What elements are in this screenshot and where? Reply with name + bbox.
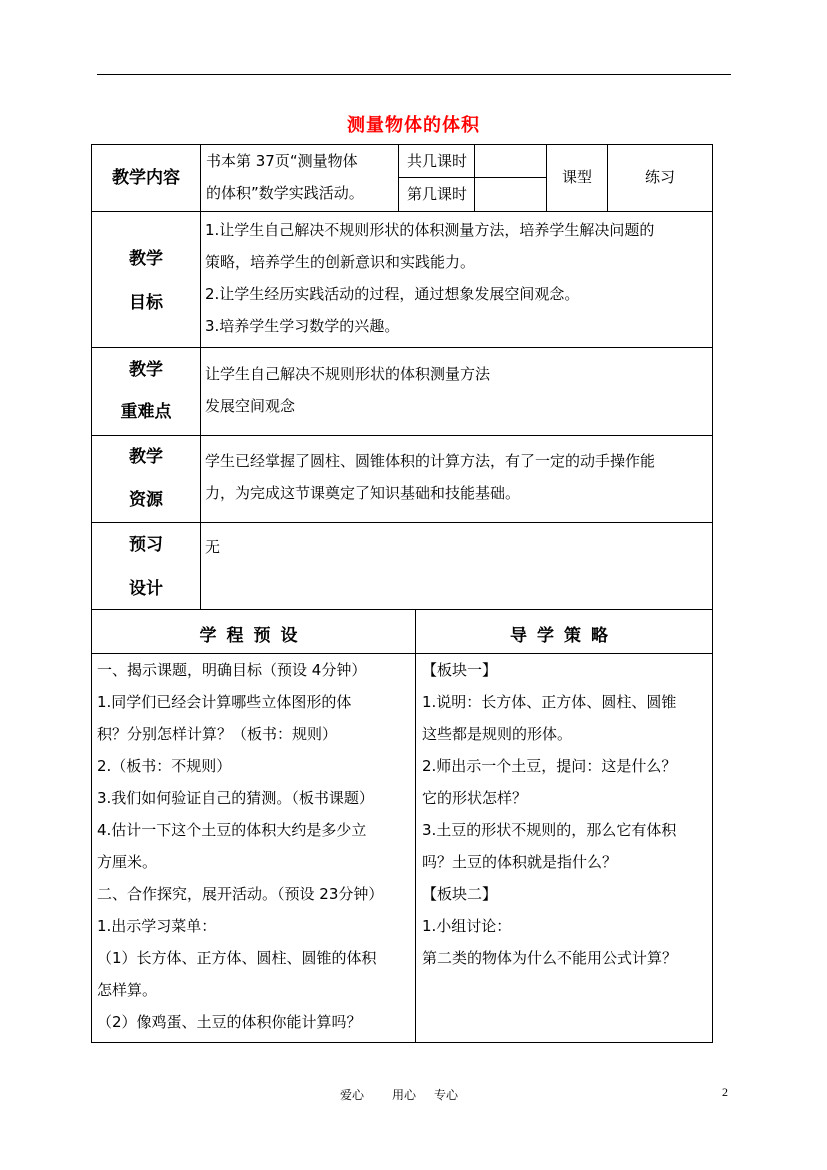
resources-label-line: 教学 xyxy=(129,447,163,467)
resources-label-line: 资源 xyxy=(129,490,163,510)
process-line: 1.同学们已经会计算哪些立体图形的体 xyxy=(97,693,352,711)
content-text-line: 的体积”数学实践活动。 xyxy=(206,184,364,202)
footer-text: 专心 xyxy=(434,1088,459,1102)
footer-text: 用心 xyxy=(392,1088,417,1102)
strategy-header: 导学策略 xyxy=(510,626,618,646)
strategy-line: 3.土豆的形状不规则的，那么它有体积 xyxy=(422,821,677,839)
process-line: 方厘米。 xyxy=(97,853,158,871)
goals-label-line: 教学 xyxy=(129,249,163,269)
strategy-line: 1.说明：长方体、正方体、圆柱、圆锥 xyxy=(422,693,677,711)
strategy-line: 【板块一】 xyxy=(422,661,498,679)
lesson-type-label: 课型 xyxy=(561,168,592,186)
process-line: 4.估计一下这个土豆的体积大约是多少立 xyxy=(97,821,367,839)
key-points-line: 让学生自己解决不规则形状的体积测量方法 xyxy=(205,365,491,383)
goals-label-line: 目标 xyxy=(129,293,163,313)
strategy-line: 吗？土豆的体积就是指什么？ xyxy=(422,853,618,871)
goals-line: 3.培养学生学习数学的兴趣。 xyxy=(205,317,400,335)
preview-text: 无 xyxy=(205,538,221,556)
preview-label-line: 预习 xyxy=(129,535,163,555)
strategy-text xyxy=(422,654,711,974)
goals-label xyxy=(92,237,200,325)
key-points-line: 发展空间观念 xyxy=(205,397,296,415)
process-line: 一、揭示课题，明确目标（预设 4分钟） xyxy=(97,661,367,679)
process-line: 二、合作探究，展开活动。（预设 23分钟） xyxy=(97,885,384,903)
grid-line xyxy=(474,145,475,211)
process-line: 2.（板书：不规则） xyxy=(97,757,232,775)
process-header: 学程预设 xyxy=(199,626,308,646)
content-label: 教学内容 xyxy=(112,168,180,188)
strategy-line: 1.小组讨论： xyxy=(422,917,512,935)
key-points-label xyxy=(92,349,200,433)
grid-line xyxy=(92,211,712,212)
preview-label xyxy=(92,523,200,611)
strategy-line: 这些都是规则的形体。 xyxy=(422,725,573,743)
content-text-line: 书本第 37页“测量物体 xyxy=(206,152,358,170)
resources-line: 学生已经掌握了圆柱、圆锥体积的计算方法，有了一定的动手操作能 xyxy=(205,452,656,470)
total-periods-label: 共几课时 xyxy=(406,152,467,170)
goals-line: 2.让学生经历实践活动的过程，通过想象发展空间观念。 xyxy=(205,285,580,303)
process-line: 积？分别怎样计算？（板书：规则） xyxy=(97,725,338,743)
lesson-plan-table xyxy=(91,144,713,1043)
grid-line xyxy=(200,145,201,609)
goals-line: 1.让学生自己解决不规则形状的体积测量方法，培养学生解决问题的 xyxy=(205,221,655,239)
grid-line xyxy=(415,609,416,1042)
goals-line: 策略，培养学生的创新意识和实践能力。 xyxy=(205,253,476,271)
current-period-label: 第几课时 xyxy=(406,185,467,203)
page-number: 2 xyxy=(722,1085,728,1099)
header-rule xyxy=(97,74,731,75)
process-line: （2）像鸡蛋、土豆的体积你能计算吗？ xyxy=(97,1013,362,1031)
footer-text: 爱心 xyxy=(340,1088,365,1102)
process-text xyxy=(97,654,413,1038)
strategy-line: 2.师出示一个土豆，提问：这是什么？ xyxy=(422,757,677,775)
process-line: 3.我们如何验证自己的猜测。（板书课题） xyxy=(97,789,374,807)
lesson-type-value: 练习 xyxy=(644,168,675,186)
key-points-label-line: 重难点 xyxy=(120,402,172,422)
resources-text xyxy=(205,445,711,509)
goals-text xyxy=(205,214,711,342)
document-title: 测量物体的体积 xyxy=(347,115,480,136)
strategy-line: 【板块二】 xyxy=(422,885,498,903)
process-line: 1.出示学习菜单： xyxy=(97,917,217,935)
grid-line xyxy=(92,347,712,348)
strategy-line: 它的形状怎样？ xyxy=(422,789,528,807)
resources-label xyxy=(92,436,200,522)
strategy-line: 第二类的物体为什么不能用公式计算？ xyxy=(422,949,678,967)
process-line: （1）长方体、正方体、圆柱、圆锥的体积 xyxy=(97,949,377,967)
key-points-label-line: 教学 xyxy=(129,360,163,380)
resources-line: 力，为完成这节课奠定了知识基础和技能基础。 xyxy=(205,484,521,502)
key-points-text xyxy=(205,358,711,422)
content-text xyxy=(206,145,401,209)
preview-label-line: 设计 xyxy=(129,579,163,599)
process-line: 怎样算。 xyxy=(97,981,158,999)
